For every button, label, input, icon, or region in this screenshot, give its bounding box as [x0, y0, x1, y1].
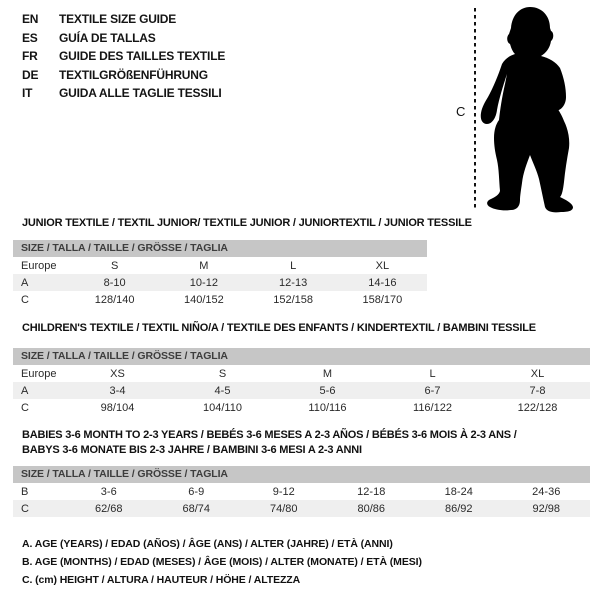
- table-row: [13, 382, 590, 399]
- size-cell: XS: [110, 367, 125, 380]
- legend-notes: [22, 536, 422, 589]
- row-label-cell: C: [21, 293, 29, 306]
- children-table: [13, 321, 590, 416]
- language-row: [22, 29, 225, 48]
- baby-silhouette-figure: [455, 0, 600, 220]
- table-row: [13, 291, 427, 308]
- value-cell: 158/170: [362, 293, 403, 306]
- language-row: [22, 47, 225, 66]
- value-cell: 4-5: [214, 384, 231, 397]
- language-code: DE: [22, 67, 39, 82]
- row-label-cell: Europe: [21, 259, 57, 272]
- language-code: ES: [22, 30, 38, 45]
- value-cell: 110/116: [308, 401, 347, 414]
- value-cell: 104/110: [203, 401, 242, 414]
- value-cell: 6-9: [188, 485, 205, 498]
- value-cell: 14-16: [368, 276, 397, 289]
- baby-silhouette: [481, 7, 573, 212]
- language-label: GUIDE DES TAILLES TEXTILE: [59, 49, 226, 64]
- value-cell: 3-6: [100, 485, 117, 498]
- value-cell: 10-12: [189, 276, 218, 289]
- value-cell: 80/86: [357, 502, 386, 515]
- value-cell: 92/98: [532, 502, 561, 515]
- size-cell: M: [199, 259, 209, 272]
- table-row: [13, 399, 590, 416]
- legend-note-a: A. AGE (YEARS) / EDAD (AÑOS) / ÂGE (ANS) / ALTER (JAHRE) / ETÀ (ANNI): [22, 538, 393, 550]
- language-label: GUÍA DE TALLAS: [59, 30, 156, 45]
- legend-note-b: B. AGE (MONTHS) / EDAD (MESES) / ÂGE (MOIS) / ALTER (MONATE) / ETÀ (MESI): [22, 555, 422, 568]
- language-row: [22, 10, 225, 29]
- value-cell: 74/80: [269, 502, 298, 515]
- value-cell: 3-4: [109, 384, 126, 397]
- language-code: FR: [22, 49, 38, 64]
- language-code: IT: [22, 86, 33, 101]
- row-label-cell: C: [21, 502, 29, 515]
- junior-table: [13, 216, 472, 308]
- language-label: TEXTILE SIZE GUIDE: [59, 12, 177, 27]
- size-cell: L: [429, 367, 436, 380]
- value-cell: 12-18: [357, 485, 386, 498]
- size-cell: L: [290, 259, 297, 272]
- value-cell: 7-8: [529, 384, 546, 397]
- language-row: [22, 84, 225, 103]
- size-cell: XL: [530, 367, 545, 380]
- value-cell: 6-7: [424, 384, 441, 397]
- language-label: TEXTILGRÖßENFÜHRUNG: [59, 67, 208, 82]
- language-label: GUIDA ALLE TAGLIE TESSILI: [59, 86, 222, 101]
- table-row: [13, 365, 590, 382]
- table-title-line2: BABYS 3-6 MONATE BIS 2-3 JAHRE / BAMBINI 3-6 MESI A 2-3 ANNI: [22, 443, 362, 456]
- value-cell: 18-24: [444, 485, 473, 498]
- value-cell: 98/104: [100, 401, 135, 414]
- table-title: JUNIOR TEXTILE / TEXTIL JUNIOR/ TEXTILE JUNIOR / JUNIORTEXTIL / JUNIOR TESSILE: [22, 217, 472, 229]
- language-header: [22, 10, 225, 103]
- size-cell: XL: [375, 259, 390, 272]
- size-header-bar: SIZE / TALLA / TAILLE / GRÖSSE / TAGLIA: [13, 348, 590, 365]
- table-row: [13, 274, 427, 291]
- size-header-bar: SIZE / TALLA / TAILLE / GRÖSSE / TAGLIA: [13, 466, 590, 483]
- value-cell: 24-36: [532, 485, 561, 498]
- table-title: BABIES 3-6 MONTH TO 2-3 YEARS / BEBÉS 3-6 MESES A 2-3 AÑOS / BÉBÉS 3-6 MOIS À 2-3 ANS /: [22, 429, 517, 441]
- value-cell: 140/152: [183, 293, 224, 306]
- language-code: EN: [22, 12, 39, 27]
- value-cell: 12-13: [279, 276, 308, 289]
- size-header-bar: SIZE / TALLA / TAILLE / GRÖSSE / TAGLIA: [13, 240, 427, 257]
- table-row: [13, 500, 590, 517]
- row-label-cell: C: [21, 401, 29, 414]
- row-label-cell: A: [21, 276, 29, 289]
- size-cell: M: [322, 367, 333, 380]
- value-cell: 116/122: [413, 401, 452, 414]
- row-label-cell: Europe: [21, 367, 57, 380]
- legend-note-c: C. (cm) HEIGHT / ALTURA / HAUTEUR / HÖHE / ALTEZZA: [22, 573, 301, 586]
- table-title: CHILDREN'S TEXTILE / TEXTIL NIÑO/A / TEXTILE DES ENFANTS / KINDERTEXTIL / BAMBINI TESSILE: [22, 322, 536, 334]
- table-row: [13, 483, 590, 500]
- value-cell: 68/74: [182, 502, 211, 515]
- size-cell: S: [110, 259, 119, 272]
- value-cell: 8-10: [103, 276, 126, 289]
- row-label-cell: B: [21, 485, 29, 498]
- height-marker-c: C: [456, 104, 466, 119]
- value-cell: 9-12: [272, 485, 295, 498]
- value-cell: 86/92: [444, 502, 473, 515]
- value-cell: 62/68: [94, 502, 123, 515]
- size-cell: S: [218, 367, 227, 380]
- value-cell: 5-6: [319, 384, 336, 397]
- row-label-cell: A: [21, 384, 29, 397]
- language-row: [22, 66, 225, 85]
- value-cell: 152/158: [273, 293, 313, 306]
- babies-table: [13, 428, 590, 517]
- value-cell: 122/128: [517, 401, 558, 414]
- value-cell: 128/140: [94, 293, 135, 306]
- table-row: [13, 257, 427, 274]
